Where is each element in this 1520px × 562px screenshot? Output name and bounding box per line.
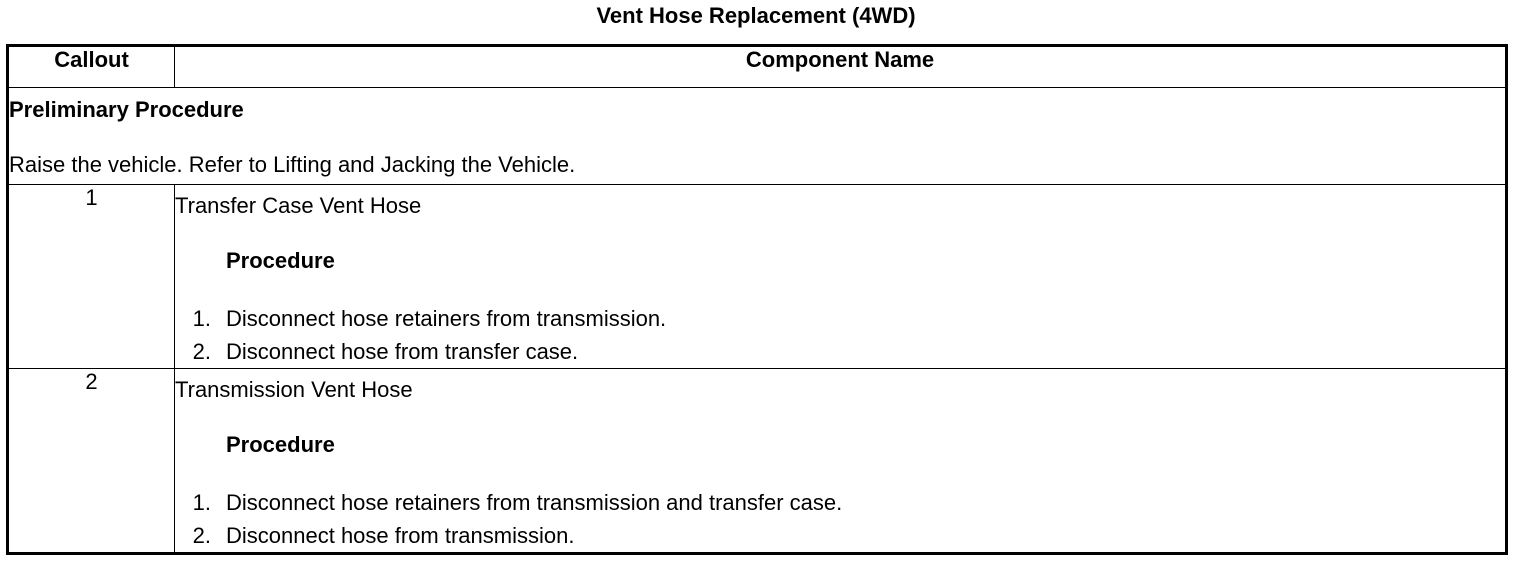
procedure-steps xyxy=(175,486,1505,552)
preliminary-text: Raise the vehicle. Refer to Lifting and Jacking the Vehicle. xyxy=(9,152,576,177)
procedure-heading: Procedure xyxy=(226,248,335,273)
step-text: Disconnect hose retainers from transmission and transfer case. xyxy=(226,490,843,515)
preliminary-title: Preliminary Procedure xyxy=(9,97,244,122)
component-name: Transfer Case Vent Hose xyxy=(175,193,422,218)
header-callout: Callout xyxy=(8,46,175,88)
step-number: 1. xyxy=(192,306,211,331)
step-text: Disconnect hose from transmission. xyxy=(226,523,575,548)
header-component-name: Component Name xyxy=(175,46,1507,88)
procedure-steps xyxy=(175,302,1505,368)
table-row xyxy=(8,369,1507,554)
table-row xyxy=(8,185,1507,369)
preliminary-row xyxy=(8,88,1507,185)
procedure-step xyxy=(175,519,1505,552)
component-cell xyxy=(175,369,1507,554)
component-cell xyxy=(175,185,1507,369)
step-number: 1. xyxy=(192,490,211,515)
preliminary-cell xyxy=(8,88,1507,185)
callout-cell: 1 xyxy=(8,185,175,369)
header-row xyxy=(8,46,1507,88)
step-number: 2. xyxy=(192,339,211,364)
procedure-step xyxy=(175,486,1505,519)
procedure-step xyxy=(175,335,1505,368)
procedure-step xyxy=(175,302,1505,335)
callout-cell: 2 xyxy=(8,369,175,554)
step-text: Disconnect hose retainers from transmission. xyxy=(226,306,667,331)
step-text: Disconnect hose from transfer case. xyxy=(226,339,579,364)
procedure-heading: Procedure xyxy=(226,432,335,457)
procedure-table xyxy=(6,44,1508,555)
component-name: Transmission Vent Hose xyxy=(175,377,413,402)
page-title: Vent Hose Replacement (4WD) xyxy=(596,3,916,28)
step-number: 2. xyxy=(192,523,211,548)
